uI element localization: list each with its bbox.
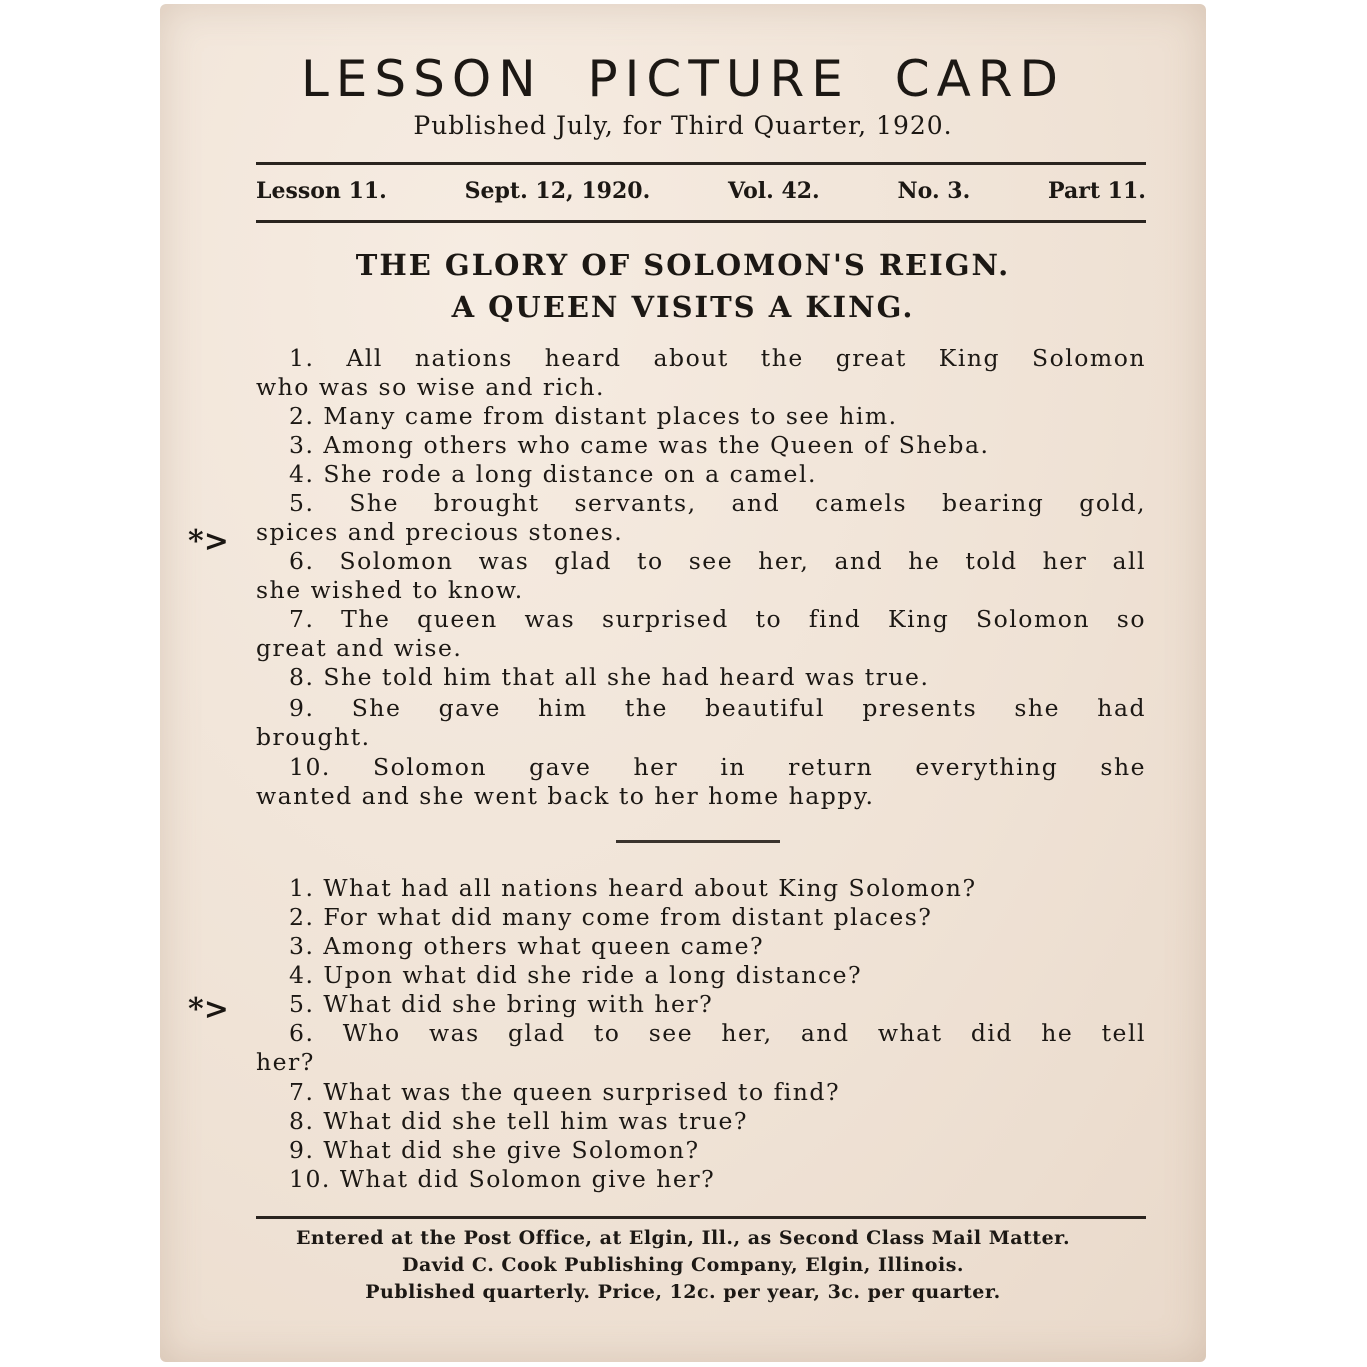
question-line: 7. What was the queen surprised to find?	[289, 1078, 841, 1106]
story-line: great and wise.	[256, 634, 463, 662]
lesson-subheading: A QUEEN VISITS A KING.	[451, 290, 915, 324]
story-line: 8. She told him that all she had heard was true.	[289, 663, 930, 691]
story-line: 7. The queen was surprised to find King Solomon so	[289, 605, 1146, 633]
question-line: 3. Among others what queen came?	[289, 932, 765, 960]
story-line: 10. Solomon gave her in return everything she	[289, 753, 1146, 781]
handwritten-star-mark: *>	[188, 524, 229, 559]
question-line: 5. What did she bring with her?	[289, 990, 714, 1018]
story-line: brought.	[256, 723, 371, 751]
question-line: 9. What did she give Solomon?	[289, 1136, 700, 1164]
story-line: 4. She rode a long distance on a camel.	[289, 460, 817, 488]
card-subtitle: Published July, for Third Quarter, 1920.	[413, 111, 953, 140]
question-line: 6. Who was glad to see her, and what did he tell	[289, 1019, 1146, 1047]
question-line: 4. Upon what did she ride a long distance?	[289, 961, 863, 989]
story-line: 5. She brought servants, and camels bearing gold,	[289, 489, 1146, 517]
part-number: Part 11.	[1048, 178, 1146, 204]
story-line: 2. Many came from distant places to see him.	[289, 402, 898, 430]
lesson-card	[160, 4, 1206, 1362]
story-line: she wished to know.	[256, 576, 524, 604]
card-title: LESSON PICTURE CARD	[300, 50, 1066, 108]
story-line: wanted and she went back to her home happy.	[256, 782, 875, 810]
story-line: 9. She gave him the beautiful presents she had	[289, 694, 1146, 722]
question-line: 10. What did Solomon give her?	[289, 1165, 716, 1193]
footer-line: Entered at the Post Office, at Elgin, Ill., as Second Class Mail Matter.	[295, 1227, 1071, 1249]
story-line: 3. Among others who came was the Queen of Sheba.	[289, 431, 990, 459]
lesson-heading: THE GLORY OF SOLOMON'S REIGN.	[355, 248, 1011, 282]
top-rule	[256, 162, 1146, 165]
issue-number: No. 3.	[897, 178, 971, 204]
question-line: 1. What had all nations heard about King Solomon?	[289, 874, 977, 902]
lesson-meta-row	[256, 178, 1146, 204]
volume-number: Vol. 42.	[728, 178, 820, 204]
lesson-date: Sept. 12, 1920.	[464, 178, 651, 204]
story-line: spices and precious stones.	[256, 518, 624, 546]
footer-line: Published quarterly. Price, 12c. per year, 3c. per quarter.	[365, 1281, 1001, 1303]
meta-bottom-rule	[256, 220, 1146, 223]
question-line: her?	[256, 1048, 315, 1076]
section-divider	[616, 840, 780, 843]
story-line: who was so wise and rich.	[256, 373, 605, 401]
story-line: 1. All nations heard about the great King Solomon	[289, 344, 1146, 372]
story-line: 6. Solomon was glad to see her, and he told her all	[289, 547, 1146, 575]
handwritten-star-mark: *>	[188, 992, 229, 1027]
footer-rule	[256, 1216, 1146, 1219]
lesson-number: Lesson 11.	[256, 178, 387, 204]
footer-line: David C. Cook Publishing Company, Elgin, Illinois.	[401, 1254, 965, 1276]
question-line: 8. What did she tell him was true?	[289, 1107, 748, 1135]
question-line: 2. For what did many come from distant places?	[289, 903, 933, 931]
